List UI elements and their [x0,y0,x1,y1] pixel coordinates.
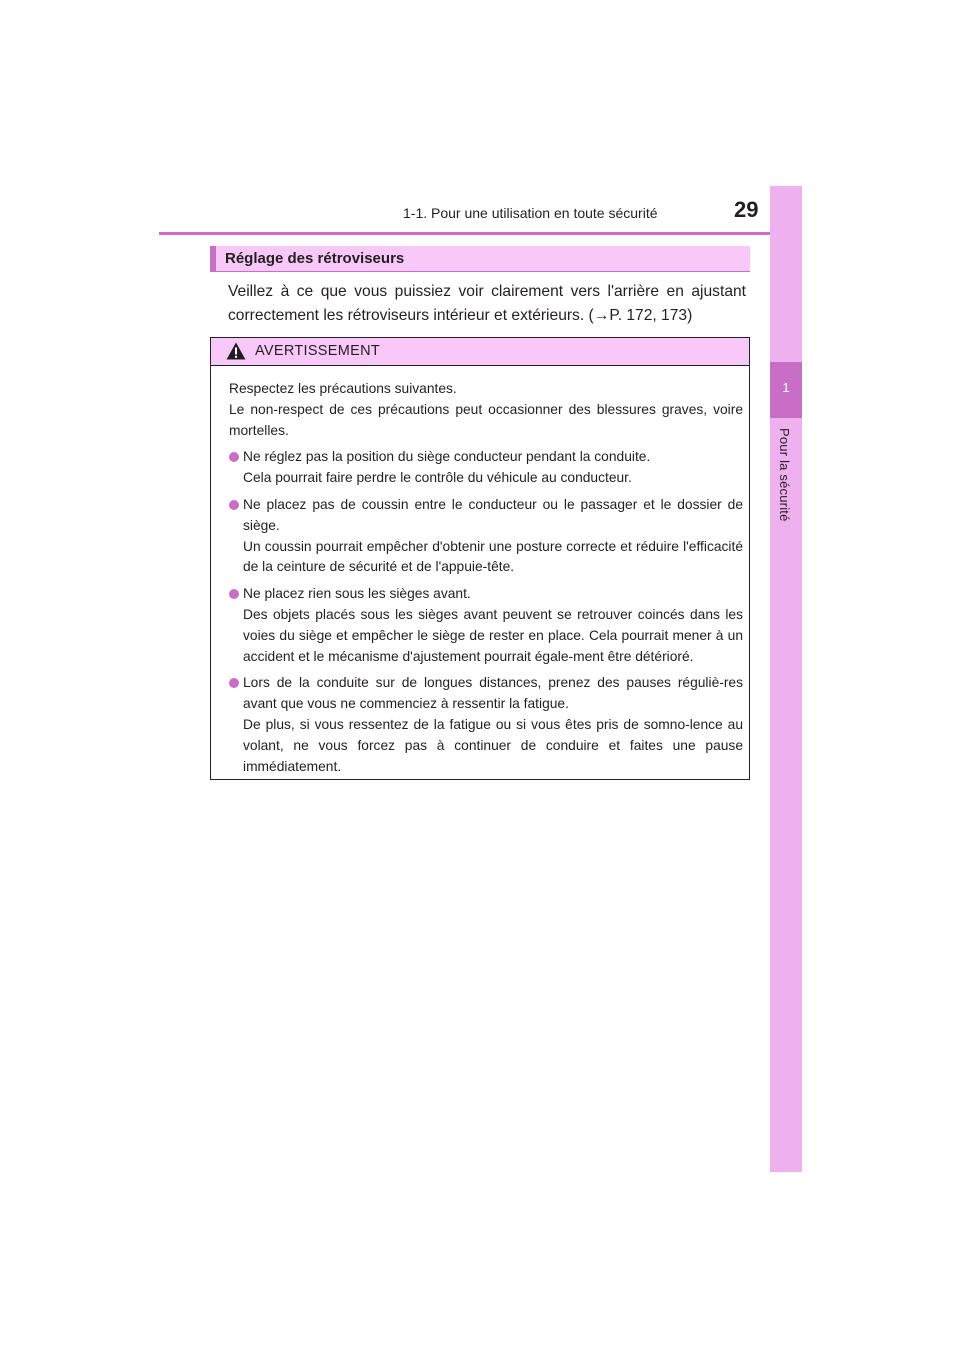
bullet-line1: Ne placez rien sous les sièges avant. [243,586,471,602]
bullet-line2: De plus, si vous ressentez de la fatigue ou si vous êtes pris de somno-lence au volant, ne vous forcez pas à continuer de conduire et faites une pause immédiatement. [243,716,743,774]
warning-box [210,337,750,780]
chapter-title: Pour la sécurité [777,428,792,522]
bullet-line1: Ne placez pas de coussin entre le conducteur ou le passager et le dossier de siège. [243,496,743,533]
bullet-icon [229,500,239,510]
chapter-number: 1 [782,380,790,395]
intro-text [228,280,746,328]
warning-header [211,338,749,366]
list-item [229,584,743,667]
warning-body [229,379,743,783]
bullet-line2: Un coussin pourrait empêcher d'obtenir une posture correcte et réduire l'efficacité de la ceinture de sécurité et de l'appuie-tête. [243,538,743,575]
header-divider [159,232,802,235]
bullet-line1: Ne réglez pas la position du siège conducteur pendant la conduite. [243,449,651,465]
page-reference-link: P. 172, 173) [609,307,693,324]
section-heading-text: Réglage des rétroviseurs [225,250,405,267]
arrow-right-icon: → [593,307,610,324]
bullet-line2: Cela pourrait faire perdre le contrôle du véhicule au conducteur. [243,470,632,486]
bullet-icon [229,589,239,599]
bullet-line1: Lors de la conduite sur de longues distances, prenez des pauses réguliè-res avant que vous ne commenciez à ressentir la fatigue. [243,675,743,712]
list-item [229,447,743,489]
list-item [229,673,743,777]
intro-text-main: Veillez à ce que vous puissiez voir clairement vers l'arrière en ajustant correctement les rétroviseurs intérieur et extérieurs. ( [228,283,746,324]
bullet-icon [229,452,239,462]
warning-title: AVERTISSEMENT [255,343,381,359]
list-item [229,495,743,578]
warning-triangle-icon [226,342,246,360]
bullet-line2: Des objets placés sous les sièges avant peuvent se retrouver coincés dans les voies du siège et empêcher le siège de rester en place. Cela pourrait mener à un accident et le mécanisme d'ajustement pourrait égale-ment être détérioré. [243,606,743,664]
warning-bullet-list [229,447,743,777]
section-heading-accent-bar [210,246,216,272]
side-tab-background [770,186,802,1172]
bullet-icon [229,678,239,688]
section-heading [210,246,750,272]
section-title: 1-1. Pour une utilisation en toute sécurité [403,205,658,221]
warning-intro-line1: Respectez les précautions suivantes. [229,381,457,396]
page-number: 29 [734,197,759,222]
warning-intro-line2: Le non-respect de ces précautions peut occasionner des blessures graves, voire mortelles. [229,401,743,438]
intro-paragraph [228,280,746,328]
